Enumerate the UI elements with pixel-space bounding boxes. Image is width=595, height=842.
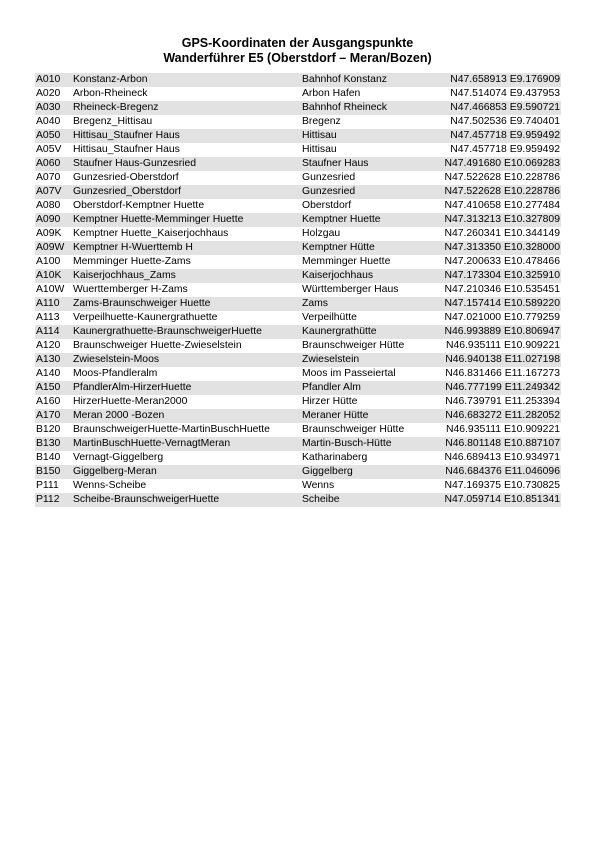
- row-code: A160: [36, 396, 61, 407]
- table-row: [35, 297, 561, 311]
- row-code: P112: [36, 494, 60, 505]
- row-coordinates: N47.173304 E10.325910: [444, 270, 560, 281]
- row-coordinates: N46.777199 E11.249342: [445, 382, 560, 393]
- row-coordinates: N47.502536 E9.740401: [450, 116, 560, 127]
- row-start-point: Oberstdorf: [302, 200, 352, 211]
- row-route: Meran 2000 -Bozen: [73, 410, 165, 421]
- row-code: A010: [36, 74, 61, 85]
- row-route: Hittisau_Staufner Haus: [73, 130, 180, 141]
- row-coordinates: N47.210346 E10.535451: [444, 284, 560, 295]
- row-code: A130: [36, 354, 61, 365]
- row-route: Gunzesried_Oberstdorf: [73, 186, 182, 197]
- table-row: [35, 171, 561, 185]
- row-start-point: Braunschweiger Hütte: [302, 340, 405, 351]
- row-coordinates: N47.658913 E9.176909: [450, 74, 560, 85]
- row-start-point: Giggelberg: [302, 466, 353, 477]
- row-route: Oberstdorf-Kemptner Huette: [73, 200, 205, 211]
- row-code: A114: [36, 326, 60, 337]
- row-coordinates: N46.739791 E11.253394: [445, 396, 560, 407]
- row-code: A120: [36, 340, 61, 351]
- row-code: A10K: [36, 270, 62, 281]
- row-coordinates: N47.313213 E10.327809: [444, 214, 560, 225]
- table-row: [35, 395, 561, 409]
- table-row: [35, 465, 561, 479]
- row-code: A050: [36, 130, 61, 141]
- table-row: [35, 157, 561, 171]
- row-route: Kaunergrathuette-BraunschweigerHuette: [73, 326, 262, 337]
- row-start-point: Zwieselstein: [302, 354, 360, 365]
- row-route: Gunzesried-Oberstdorf: [73, 172, 179, 183]
- row-start-point: Hirzer Hütte: [302, 396, 358, 407]
- row-coordinates: N47.169375 E10.730825: [444, 480, 560, 491]
- row-coordinates: N47.313350 E10.328000: [444, 242, 560, 253]
- row-start-point: Memminger Huette: [302, 256, 391, 267]
- row-start-point: Scheibe: [302, 494, 340, 505]
- row-start-point: Martin-Busch-Hütte: [302, 438, 392, 449]
- row-coordinates: N47.200633 E10.478466: [444, 256, 560, 267]
- row-code: A05V: [36, 144, 62, 155]
- row-code: A090: [36, 214, 61, 225]
- row-route: Kemptner Huette-Memminger Huette: [73, 214, 244, 225]
- table-row: [35, 241, 561, 255]
- table-row: [35, 353, 561, 367]
- row-route: Wuerttemberger H-Zams: [73, 284, 188, 295]
- row-coordinates: N46.684376 E11.046096: [445, 466, 560, 477]
- row-start-point: Bahnhof Rheineck: [302, 102, 387, 113]
- row-route: Rheineck-Bregenz: [73, 102, 159, 113]
- row-route: Kemptner H-Wuerttemb H: [73, 242, 193, 253]
- table-row: [35, 269, 561, 283]
- row-route: MartinBuschHuette-VernagtMeran: [73, 438, 231, 449]
- row-coordinates: N47.457718 E9.959492: [450, 144, 560, 155]
- table-row: [35, 437, 561, 451]
- row-start-point: Württemberger Haus: [302, 284, 399, 295]
- row-code: A070: [36, 172, 61, 183]
- row-start-point: Kemptner Hütte: [302, 242, 375, 253]
- table-row: [35, 325, 561, 339]
- row-coordinates: N46.801148 E10.887107: [445, 438, 560, 449]
- row-coordinates: N46.940138 E11.027198: [445, 354, 560, 365]
- row-code: A110: [36, 298, 60, 309]
- row-start-point: Braunschweiger Hütte: [302, 424, 405, 435]
- row-start-point: Bahnhof Konstanz: [302, 74, 387, 85]
- table-row: [35, 143, 561, 157]
- table-row: [35, 423, 561, 437]
- row-route: Memminger Huette-Zams: [73, 256, 191, 267]
- row-coordinates: N47.059714 E10.851341: [444, 494, 560, 505]
- row-code: B150: [36, 466, 61, 477]
- row-route: Hittisau_Staufner Haus: [73, 144, 180, 155]
- row-coordinates: N46.935111 E10.909221: [445, 424, 560, 435]
- row-code: P111: [36, 480, 59, 491]
- page-subtitle: Wanderführer E5 (Oberstdorf – Meran/Bozen): [163, 51, 432, 65]
- row-coordinates: N47.466853 E9.590721: [450, 102, 560, 113]
- row-coordinates: N47.522628 E10.228786: [444, 186, 560, 197]
- row-start-point: Gunzesried: [302, 172, 356, 183]
- row-start-point: Meraner Hütte: [302, 410, 369, 421]
- row-code: A10W: [36, 284, 65, 295]
- row-code: A100: [36, 256, 61, 267]
- table-row: [35, 87, 561, 101]
- row-start-point: Hittisau: [302, 144, 337, 155]
- row-code: A040: [36, 116, 61, 127]
- row-start-point: Moos im Passeiertal: [302, 368, 396, 379]
- row-start-point: Zams: [302, 298, 328, 309]
- table-row: [35, 73, 561, 87]
- table-row: [35, 409, 561, 423]
- table-row: [35, 255, 561, 269]
- table-row: [35, 339, 561, 353]
- table-row: [35, 311, 561, 325]
- row-code: A113: [36, 312, 60, 323]
- row-code: A07V: [36, 186, 62, 197]
- table-row: [35, 381, 561, 395]
- table-row: [35, 101, 561, 115]
- row-coordinates: N47.157414 E10.589220: [444, 298, 560, 309]
- row-coordinates: N47.491680 E10.069283: [444, 158, 560, 169]
- row-route: Vernagt-Giggelberg: [73, 452, 164, 463]
- row-code: A030: [36, 102, 61, 113]
- table-row: [35, 213, 561, 227]
- row-coordinates: N47.457718 E9.959492: [450, 130, 560, 141]
- row-code: A170: [36, 410, 61, 421]
- table-row: [35, 367, 561, 381]
- row-coordinates: N47.260341 E10.344149: [444, 228, 560, 239]
- row-start-point: Gunzesried: [302, 186, 356, 197]
- row-code: A150: [36, 382, 61, 393]
- row-start-point: Staufner Haus: [302, 158, 369, 169]
- row-code: A09K: [36, 228, 62, 239]
- row-code: A080: [36, 200, 61, 211]
- row-start-point: Kaunergrathütte: [302, 326, 377, 337]
- row-start-point: Verpeilhütte: [302, 312, 357, 323]
- row-code: A140: [36, 368, 61, 379]
- row-route: Zwieselstein-Moos: [73, 354, 160, 365]
- table-row: [35, 493, 561, 507]
- row-route: PfandlerAlm-HirzerHuette: [73, 382, 192, 393]
- row-route: Bregenz_Hittisau: [73, 116, 153, 127]
- row-coordinates: N46.935111 E10.909221: [445, 340, 560, 351]
- row-route: Arbon-Rheineck: [73, 88, 148, 99]
- row-code: A060: [36, 158, 61, 169]
- row-route: Verpeilhuette-Kaunergrathuette: [73, 312, 218, 323]
- page-title: GPS-Koordinaten der Ausgangspunkte: [181, 36, 414, 50]
- row-start-point: Pfandler Alm: [302, 382, 361, 393]
- row-start-point: Kemptner Huette: [302, 214, 381, 225]
- row-start-point: Bregenz: [302, 116, 341, 127]
- row-start-point: Kaiserjochhaus: [302, 270, 374, 281]
- table-row: [35, 451, 561, 465]
- row-route: Scheibe-BraunschweigerHuette: [73, 494, 220, 505]
- row-start-point: Arbon Hafen: [302, 88, 361, 99]
- row-coordinates: N47.021000 E10.779259: [444, 312, 560, 323]
- row-coordinates: N47.514074 E9.437953: [450, 88, 560, 99]
- row-coordinates: N46.689413 E10.934971: [444, 452, 560, 463]
- row-coordinates: N46.683272 E11.282052: [445, 410, 560, 421]
- row-start-point: Holzgau: [302, 228, 341, 239]
- row-route: Giggelberg-Meran: [73, 466, 157, 477]
- row-route: Kaiserjochhaus_Zams: [73, 270, 176, 281]
- row-code: A09W: [36, 242, 65, 253]
- row-route: BraunschweigerHuette-MartinBuschHuette: [73, 424, 270, 435]
- table-row: [35, 479, 561, 493]
- row-route: HirzerHuette-Meran2000: [73, 396, 188, 407]
- row-route: Wenns-Scheibe: [73, 480, 147, 491]
- table-row: [35, 199, 561, 213]
- table-row: [35, 227, 561, 241]
- row-code: B130: [36, 438, 61, 449]
- row-code: B120: [36, 424, 61, 435]
- row-route: Staufner Haus-Gunzesried: [73, 158, 197, 169]
- row-code: B140: [36, 452, 61, 463]
- table-row: [35, 129, 561, 143]
- row-route: Braunschweiger Huette-Zwieselstein: [73, 340, 242, 351]
- row-start-point: Katharinaberg: [302, 452, 368, 463]
- row-route: Zams-Braunschweiger Huette: [73, 298, 211, 309]
- table-row: [35, 283, 561, 297]
- table-row: [35, 185, 561, 199]
- table-row: [35, 115, 561, 129]
- row-code: A020: [36, 88, 61, 99]
- row-coordinates: N47.522628 E10.228786: [444, 172, 560, 183]
- coordinates-table: [35, 73, 561, 507]
- row-start-point: Hittisau: [302, 130, 337, 141]
- row-route: Kemptner Huette_Kaiserjochhaus: [73, 228, 229, 239]
- row-route: Konstanz-Arbon: [73, 74, 148, 85]
- row-coordinates: N47.410658 E10.277484: [444, 200, 560, 211]
- row-coordinates: N46.831466 E11.167273: [445, 368, 560, 379]
- row-route: Moos-Pfandleralm: [73, 368, 158, 379]
- row-start-point: Wenns: [302, 480, 335, 491]
- row-coordinates: N46.993889 E10.806947: [444, 326, 560, 337]
